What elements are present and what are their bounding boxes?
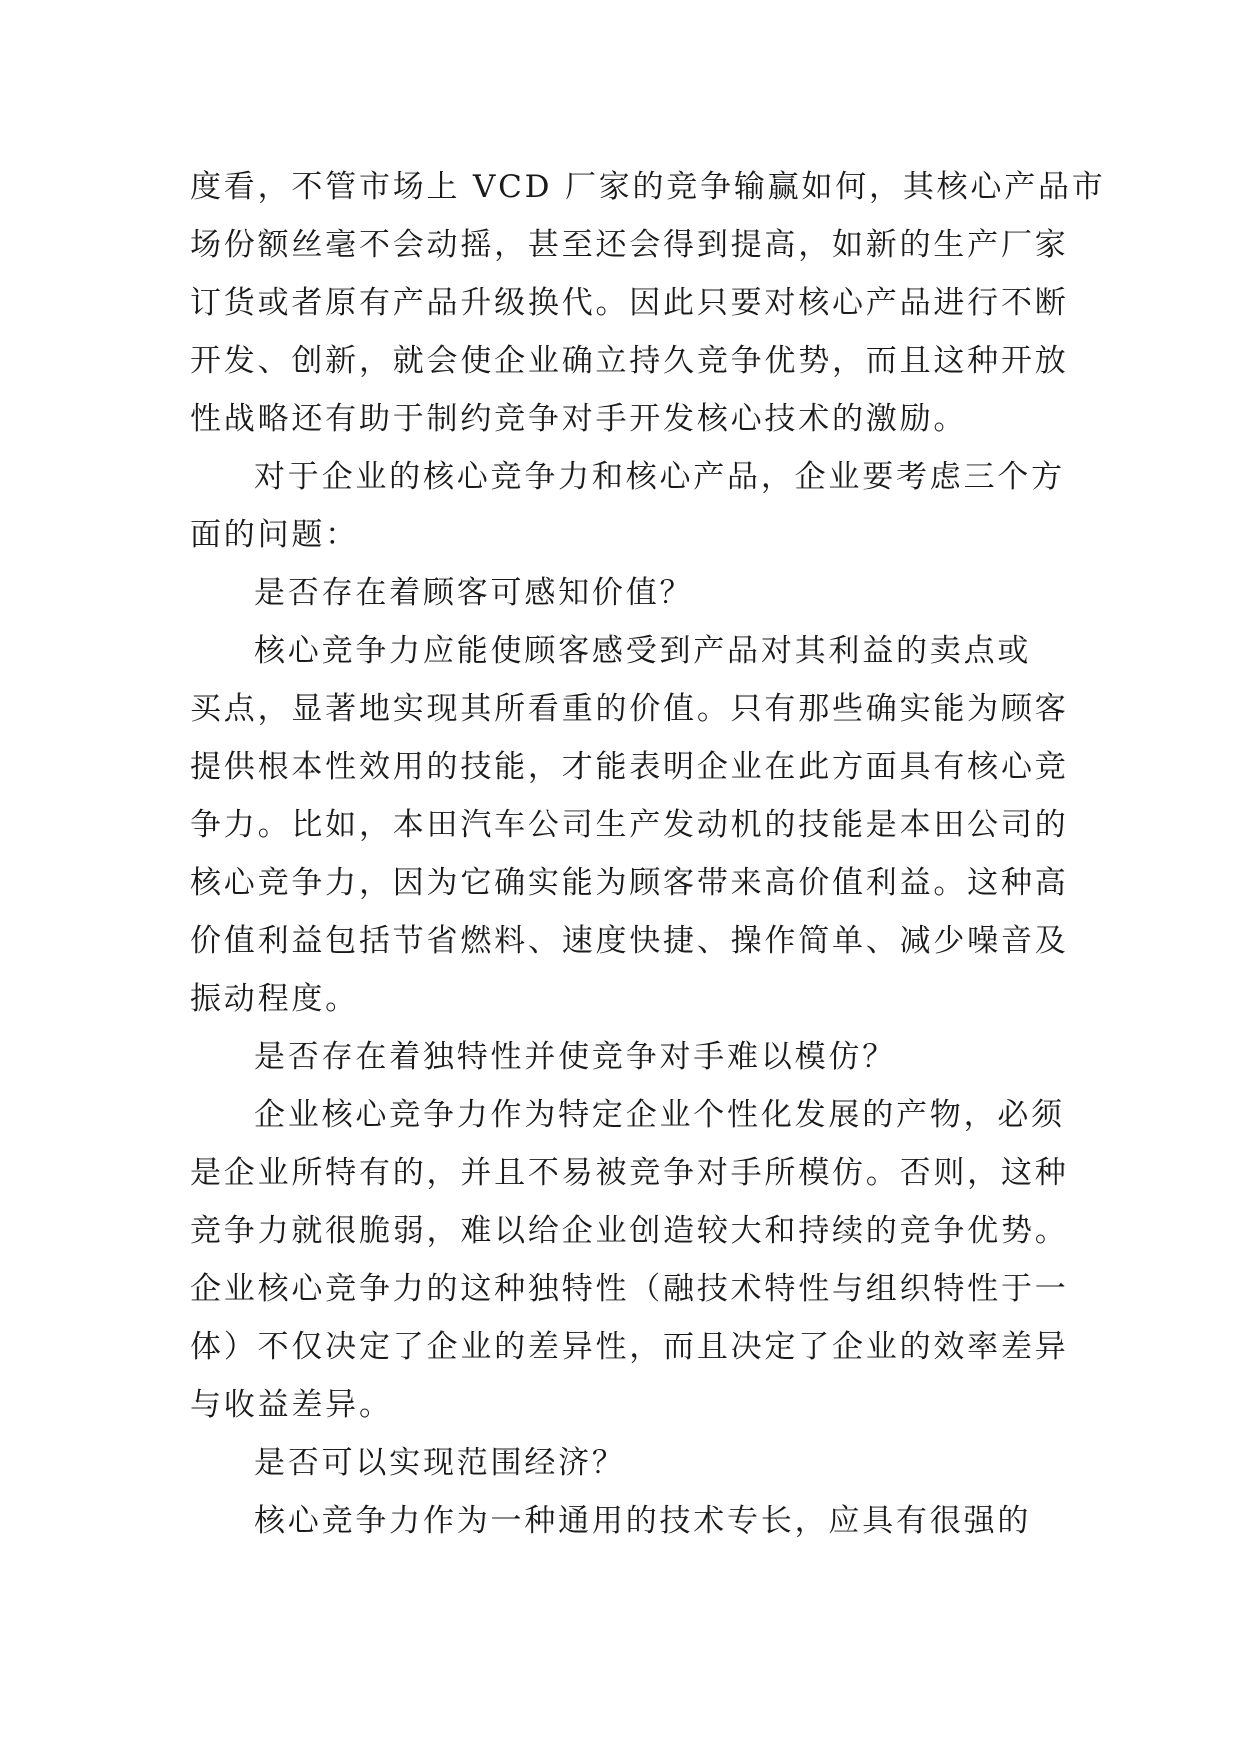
text-line: 企业核心竞争力作为特定企业个性化发展的产物，必须: [254, 1097, 1065, 1133]
text-line: 是否存在着顾客可感知价值？: [254, 575, 694, 611]
text-line: 与收益差异。: [190, 1387, 393, 1423]
text-line: 体）不仅决定了企业的差异性，而且决定了企业的效率差异: [190, 1329, 1069, 1365]
text-line: 企业核心竞争力的这种独特性（融技术特性与组织特性于一: [190, 1271, 1069, 1307]
text-line: 核心竞争力，因为它确实能为顾客带来高价值利益。这种高: [190, 865, 1069, 901]
text-line: 竞争力就很脆弱，难以给企业创造较大和持续的竞争优势。: [190, 1213, 1069, 1249]
text-line: 提供根本性效用的技能，才能表明企业在此方面具有核心竞: [190, 749, 1069, 785]
text-line: 价值利益包括节省燃料、速度快捷、操作简单、减少噪音及: [190, 923, 1069, 959]
text-line: 度看，不管市场上 VCD 厂家的竞争输赢如何，其核心产品市: [190, 169, 1106, 205]
text-line: 争力。比如，本田汽车公司生产发动机的技能是本田公司的: [190, 807, 1069, 843]
text-line: 振动程度。: [190, 981, 359, 1017]
text-line: 是否存在着独特性并使竞争对手难以模仿？: [254, 1039, 897, 1075]
text-line: 是企业所特有的，并且不易被竞争对手所模仿。否则，这种: [190, 1155, 1069, 1191]
text-line: 性战略还有助于制约竞争对手开发核心技术的激励。: [190, 401, 968, 437]
text-line: 买点，显著地实现其所看重的价值。只有那些确实能为顾客: [190, 691, 1069, 727]
text-line: 核心竞争力作为一种通用的技术专长，应具有很强的: [254, 1503, 1032, 1539]
text-line: 开发、创新，就会使企业确立持久竞争优势，而且这种开放: [190, 343, 1069, 379]
text-line: 面的问题：: [190, 517, 359, 553]
text-line: 订货或者原有产品升级换代。因此只要对核心产品进行不断: [190, 285, 1069, 321]
text-line: 核心竞争力应能使顾客感受到产品对其利益的卖点或: [254, 633, 1032, 669]
text-line: 是否可以实现范围经济？: [254, 1445, 626, 1481]
text-line: 场份额丝毫不会动摇，甚至还会得到提高，如新的生产厂家: [190, 227, 1069, 263]
body-text: [190, 158, 1106, 1550]
text-line: 对于企业的核心竞争力和核心产品，企业要考虑三个方: [254, 459, 1065, 495]
